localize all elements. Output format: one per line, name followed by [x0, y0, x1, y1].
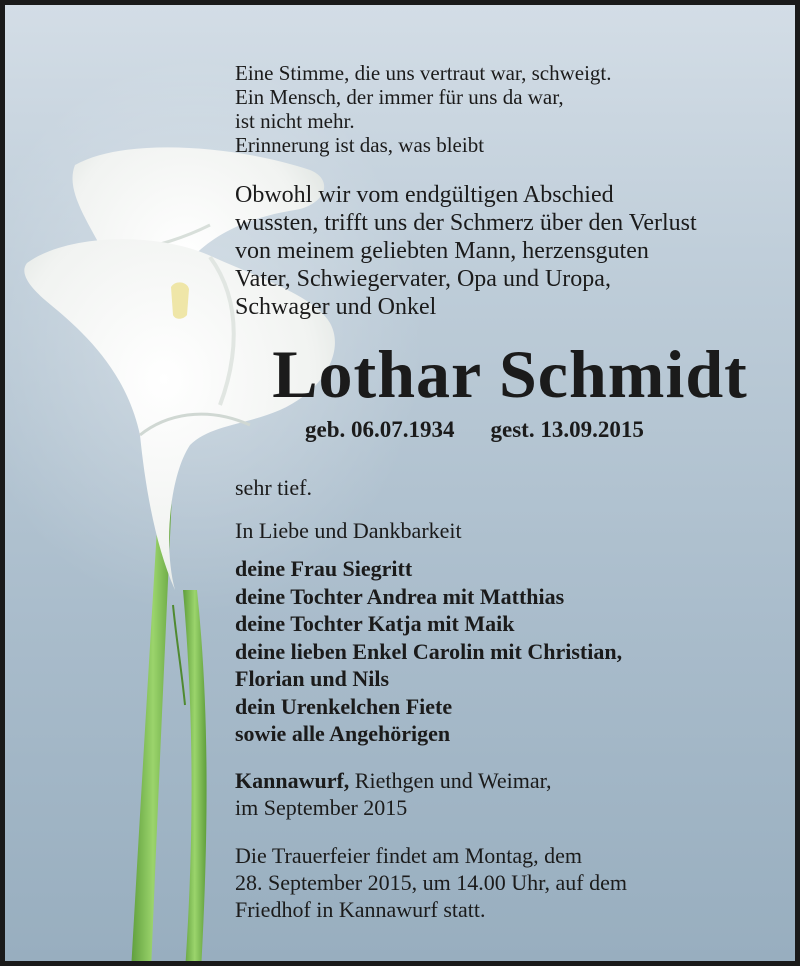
poem-line: ist nicht mehr.	[235, 109, 355, 133]
closing-phrase: sehr tief.	[235, 475, 312, 500]
mourner-line: deine Frau Siegritt	[235, 556, 413, 581]
deceased-name: Lothar Schmidt	[272, 336, 748, 412]
mourner-line: sowie alle Angehörigen	[235, 721, 451, 746]
poem-line: Erinnerung ist das, was bleibt	[235, 133, 485, 157]
date-line: im September 2015	[235, 795, 408, 820]
poem-line: Ein Mensch, der immer für uns da war,	[235, 85, 564, 109]
intro-line: Schwager und Onkel	[235, 294, 437, 320]
poem-verse	[235, 61, 775, 157]
funeral-service-info	[235, 842, 775, 923]
love-line: In Liebe und Dankbarkeit	[235, 518, 462, 543]
life-dates	[305, 417, 644, 443]
place-line	[235, 767, 775, 794]
place-and-date	[235, 767, 775, 821]
mourner-line: deine Tochter Andrea mit Matthias	[235, 583, 565, 609]
intro-paragraph	[235, 181, 775, 321]
mourner-line: dein Urenkelchen Fiete	[235, 693, 453, 719]
poem-line: Eine Stimme, die uns vertraut war, schweigt.	[235, 61, 612, 85]
mourners-list	[235, 555, 775, 748]
intro-line: Vater, Schwiegervater, Opa und Uropa,	[235, 266, 611, 292]
service-line: Die Trauerfeier findet am Montag, dem	[235, 843, 583, 868]
mourner-line: deine lieben Enkel Carolin mit Christian,	[235, 638, 623, 664]
place-town: Kannawurf,	[235, 768, 350, 793]
death-date: gest. 13.09.2015	[490, 417, 644, 442]
birth-date: geb. 06.07.1934	[305, 417, 455, 442]
place-rest: Riethgen und Weimar,	[349, 768, 552, 793]
intro-line: von meinem geliebten Mann, herzensguten	[235, 238, 649, 264]
service-line: 28. September 2015, um 14.00 Uhr, auf dem	[235, 870, 627, 895]
service-line: Friedhof in Kannawurf statt.	[235, 897, 486, 922]
mourner-line: Florian und Nils	[235, 666, 390, 691]
intro-line: wussten, trifft uns der Schmerz über den Verlust	[235, 210, 697, 236]
mourner-line: deine Tochter Katja mit Maik	[235, 611, 515, 636]
intro-line: Obwohl wir vom endgültigen Abschied	[235, 182, 614, 208]
